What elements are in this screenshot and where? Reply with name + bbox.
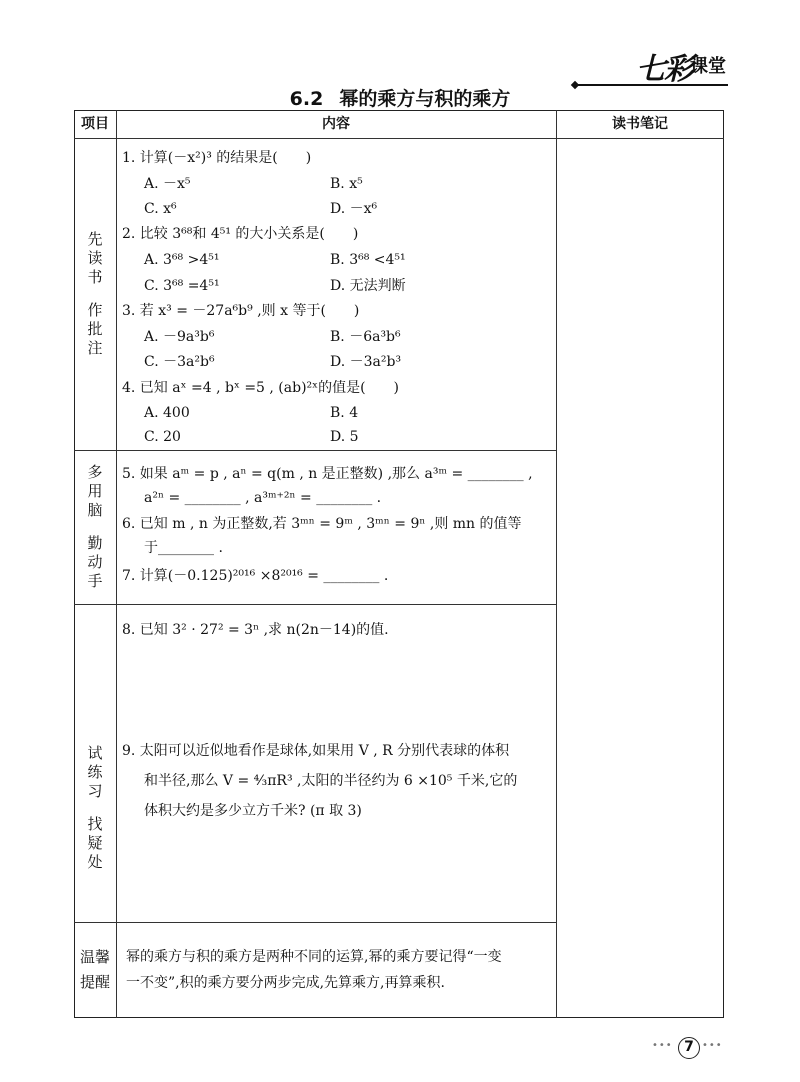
- question-4-stem: 4. 已知 aˣ =4 , bˣ =5 , (ab)²ˣ的值是( ): [122, 380, 400, 396]
- brand-logo: [636, 44, 732, 87]
- tip-line-1: 幂的乘方与积的乘方是两种不同的运算,幂的乘方要记得“一变: [126, 949, 502, 965]
- section-label-practice-b: 找疑处: [87, 815, 103, 871]
- question-7-line-1: 7. 计算(－0.125)²⁰¹⁶ ×8²⁰¹⁶ = ________ .: [122, 568, 389, 584]
- section-label-tip: [74, 922, 116, 1018]
- section-label-practice: [74, 604, 116, 922]
- page-number: 7: [678, 1037, 700, 1059]
- page-dots-left: •••: [652, 1040, 673, 1051]
- section-label-tip-b: 提醒: [79, 973, 110, 991]
- question-3-stem: 3. 若 x³ = －27a⁶b⁹ ,则 x 等于( ): [122, 303, 360, 319]
- tip-line-2: 一不变”,积的乘方要分两步完成,先算乘方,再算乘积.: [126, 975, 445, 991]
- question-4-option-d: D. 5: [330, 429, 359, 445]
- question-2-option-b: B. 3⁶⁸ <4⁵¹: [330, 252, 406, 268]
- question-6-line-2: 于________ .: [144, 540, 223, 556]
- question-3-option-b: B. －6a³b⁶: [330, 329, 401, 345]
- question-2-option-c: C. 3⁶⁸ =4⁵¹: [144, 278, 220, 294]
- section-title: 幂的乘方与积的乘方: [339, 88, 511, 110]
- question-8: [122, 618, 552, 642]
- column-divider-right: [556, 110, 557, 1018]
- page-dots-right: •••: [702, 1040, 723, 1051]
- question-1-option-d: D. －x⁶: [330, 201, 378, 217]
- question-4-option-a: A. 400: [144, 405, 190, 421]
- question-4-option-c: C. 20: [144, 429, 181, 445]
- question-6: [122, 512, 552, 560]
- section-label-read-a: 先读书: [87, 230, 103, 286]
- row-divider-2: [74, 604, 556, 605]
- row-divider-1: [74, 450, 556, 451]
- section-label-tip-a: 温馨: [79, 948, 110, 966]
- question-1-option-c: C. x⁶: [144, 201, 177, 217]
- section-label-think-a: 多用脑: [87, 463, 103, 519]
- question-9: [122, 736, 552, 826]
- header-item: 项目: [81, 116, 109, 132]
- question-3-option-a: A. －9a³b⁶: [144, 329, 215, 345]
- question-4-option-b: B. 4: [330, 405, 359, 421]
- section-label-practice-a: 试练习: [87, 744, 103, 800]
- question-5: [122, 462, 552, 510]
- question-8-line-1: 8. 已知 3² · 27² = 3ⁿ ,求 n(2n－14)的值.: [122, 622, 389, 638]
- page-number-badge: [652, 1037, 724, 1059]
- question-1-option-a: A. －x⁵: [144, 176, 191, 192]
- question-2-stem: 2. 比较 3⁶⁸和 4⁵¹ 的大小关系是( ): [122, 226, 359, 242]
- section-number: 6.2: [289, 88, 324, 110]
- page-title: [0, 84, 800, 111]
- row-divider-3: [74, 922, 556, 923]
- brand-word: 课堂: [690, 56, 726, 77]
- header-notes: 读书笔记: [612, 116, 668, 132]
- brand-script: 七彩: [636, 52, 692, 87]
- question-2-option-d: D. 无法判断: [330, 278, 406, 294]
- question-3-option-c: C. －3a²b⁶: [144, 354, 215, 370]
- question-1-stem: 1. 计算(－x²)³ 的结果是( ): [122, 150, 312, 166]
- column-divider-left: [116, 110, 117, 1018]
- question-9-line-1: 9. 太阳可以近似地看作是球体,如果用 V , R 分别代表球的体积: [122, 743, 510, 759]
- question-6-line-1: 6. 已知 m , n 为正整数,若 3ᵐⁿ = 9ᵐ , 3ᵐⁿ = 9ⁿ ,则 mn 的值等: [122, 516, 522, 532]
- tip-text: [126, 944, 550, 996]
- section-label-think: [74, 450, 116, 604]
- question-5-line-1: 5. 如果 aᵐ = p , aⁿ = q(m , n 是正整数) ,那么 a³ᵐ = ________ ,: [122, 466, 533, 482]
- header-content: 内容: [322, 116, 350, 132]
- section-label-read: [74, 138, 116, 450]
- question-9-line-2: 和半径,那么 V = ⁴⁄₃πR³ ,太阳的半径约为 6 ×10⁵ 千米,它的: [144, 773, 518, 789]
- question-2-option-a: A. 3⁶⁸ >4⁵¹: [144, 252, 220, 268]
- question-9-line-3: 体积大约是多少立方千米? (π 取 3): [144, 803, 362, 819]
- question-7: [122, 564, 552, 588]
- header-row-divider: [74, 138, 724, 139]
- question-1-option-b: B. x⁵: [330, 176, 363, 192]
- section-label-read-b: 作批注: [87, 301, 103, 357]
- question-5-line-2: a²ⁿ = ________ , a³ᵐ⁺²ⁿ = ________ .: [144, 490, 382, 506]
- question-3-option-d: D. －3a²b³: [330, 354, 402, 370]
- section-label-think-b: 勤动手: [87, 534, 103, 590]
